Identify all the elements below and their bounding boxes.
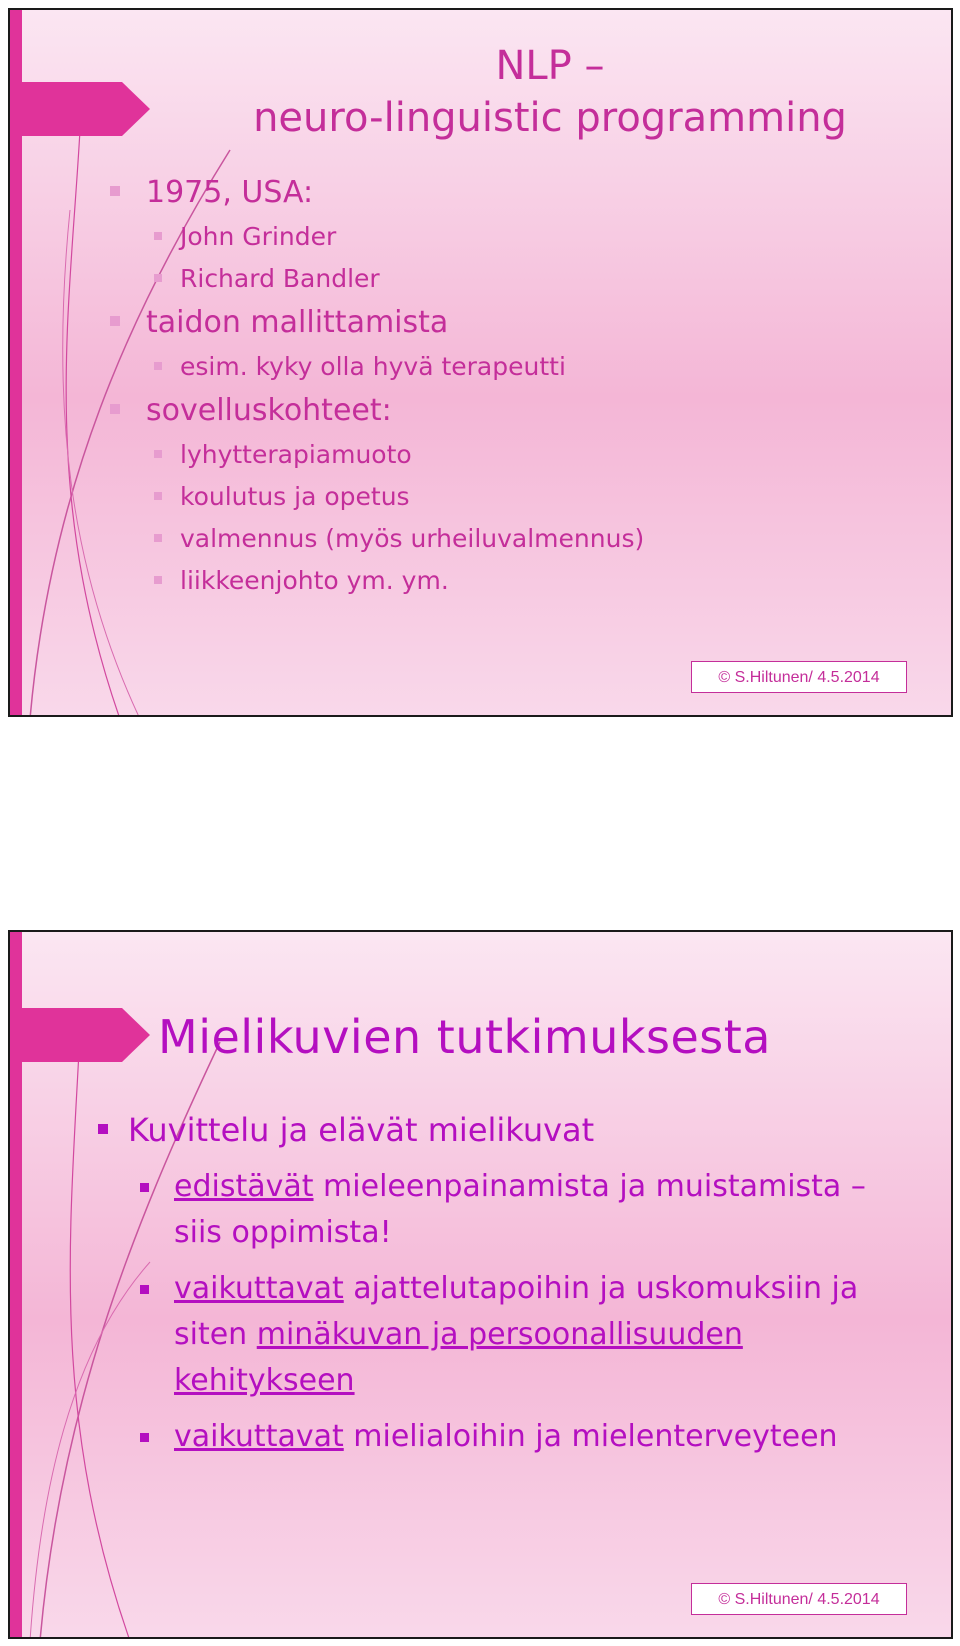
copyright-box: © S.Hiltunen/ 4.5.2014 [691, 1583, 907, 1615]
item-text: mieleenpainamista ja muistamista – siis oppimista! [174, 1169, 866, 1250]
slide-title [160, 40, 940, 144]
slide-nlp [8, 8, 953, 717]
title-arrow-shape [10, 82, 150, 136]
item-text: ajattelutapoihin ja uskomuksiin ja siten [174, 1271, 859, 1352]
slide-title: Mielikuvien tutkimuksesta [158, 1010, 771, 1064]
sub-list-item: lyhytterapiamuoto [154, 434, 644, 476]
bullet-list [110, 170, 644, 602]
underlined-word: edistävät [174, 1169, 314, 1204]
title-line-1: NLP – [495, 43, 605, 89]
sub-list-item: esim. kyky olla hyvä terapeutti [154, 346, 644, 388]
bullet-list [98, 1102, 898, 1470]
list-item: 1975, USA: [110, 170, 644, 216]
slide-mielikuvat [8, 930, 953, 1639]
list-item: sovelluskohteet: [110, 388, 644, 434]
sub-list-item [140, 1164, 898, 1256]
list-item: taidon mallittamista [110, 300, 644, 346]
sub-list-item: Richard Bandler [154, 258, 644, 300]
list-item: Kuvittelu ja elävät mielikuvat [98, 1102, 898, 1158]
title-arrow-shape [10, 1008, 150, 1062]
underlined-word: vaikuttavat [174, 1419, 344, 1454]
sub-list-item [140, 1414, 898, 1460]
sub-list-item: valmennus (myös urheiluvalmennus) [154, 518, 644, 560]
underlined-phrase: minäkuvan ja persoonallisuuden kehitykseen [174, 1317, 743, 1398]
sub-list-item: liikkeenjohto ym. ym. [154, 560, 644, 602]
sub-list-item [140, 1266, 898, 1404]
underlined-word: vaikuttavat [174, 1271, 344, 1306]
sub-list-item: koulutus ja opetus [154, 476, 644, 518]
title-line-2: neuro-linguistic programming [253, 95, 847, 141]
sub-list [140, 1164, 898, 1460]
copyright-box: © S.Hiltunen/ 4.5.2014 [691, 661, 907, 693]
item-text: mielialoihin ja mielenterveyteen [343, 1419, 838, 1454]
sub-list-item: John Grinder [154, 216, 644, 258]
